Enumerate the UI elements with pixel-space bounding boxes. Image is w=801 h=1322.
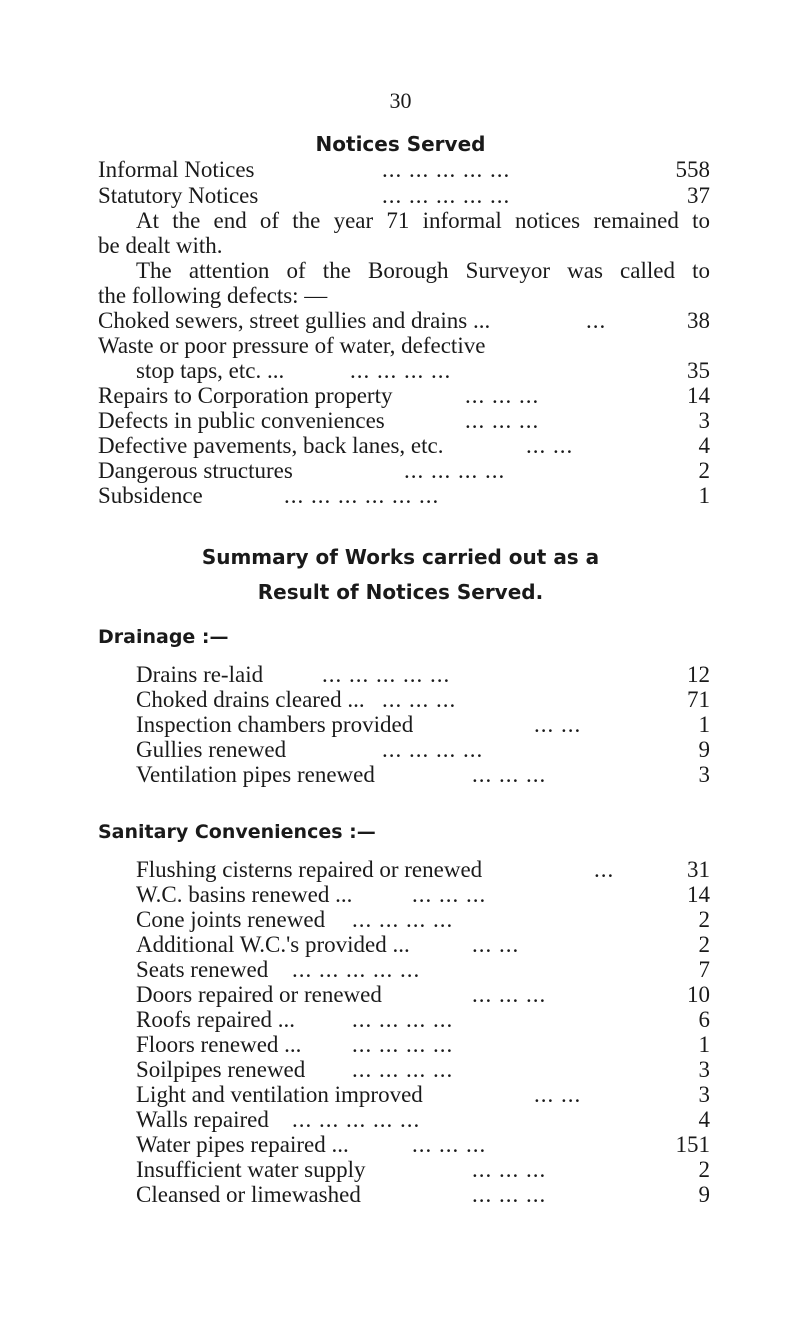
drainage-row	[136, 712, 710, 737]
row-value: 2	[698, 907, 710, 932]
row-leader: ... ... ... ...	[352, 1032, 454, 1057]
defect-row	[98, 383, 710, 408]
row-leader: ... ... ... ... ...	[292, 957, 421, 982]
row-label: Ventilation pipes renewed	[136, 762, 375, 787]
sanitary-row	[136, 1007, 710, 1032]
row-leader: ... ... ...	[472, 982, 547, 1007]
row-label: Dangerous structures	[98, 458, 293, 483]
row-value: 9	[698, 737, 710, 762]
row-value: 6	[698, 1007, 710, 1032]
sanitary-subheading: Sanitary Conveniences :—	[98, 821, 376, 843]
paragraph-remaining-notices	[98, 208, 710, 258]
drainage-row	[136, 687, 710, 712]
row-leader: ... ... ... ... ...	[292, 1107, 421, 1132]
sanitary-row	[136, 1082, 710, 1107]
row-label: Cleansed or limewashed	[136, 1182, 361, 1207]
row-value: 3	[698, 1057, 710, 1082]
row-value: 1	[698, 1032, 710, 1057]
row-label: Soilpipes renewed	[136, 1057, 306, 1082]
row-leader: ... ... ...	[465, 408, 540, 433]
row-value: 3	[698, 1082, 710, 1107]
row-leader: ... ... ... ... ...	[322, 662, 451, 687]
row-leader: ... ... ...	[472, 1157, 547, 1182]
row-leader: ... ... ... ...	[352, 1057, 454, 1082]
sanitary-row	[136, 982, 710, 1007]
paragraph-line: the following defects: —	[98, 283, 328, 308]
sanitary-row	[136, 1157, 710, 1182]
paragraph-line: At the end of the year 71 informal notices remained to	[136, 208, 710, 233]
summary-heading-line2: Result of Notices Served.	[257, 580, 544, 604]
sanitary-row	[136, 1132, 710, 1157]
row-label: Informal Notices	[98, 157, 255, 182]
row-label: Defective pavements, back lanes, etc.	[98, 433, 444, 458]
sanitary-row	[136, 1182, 710, 1207]
row-label: Light and ventilation improved	[136, 1082, 423, 1107]
row-label: Defects in public conveniences	[98, 408, 385, 433]
row-value: 3	[698, 762, 710, 787]
paragraph-line: be dealt with.	[98, 233, 223, 258]
sanitary-row	[136, 1032, 710, 1057]
row-label: Seats renewed	[136, 957, 269, 982]
defect-row	[98, 408, 710, 433]
row-value: 31	[687, 857, 710, 882]
defect-row	[98, 483, 710, 508]
row-value: 2	[698, 1157, 710, 1182]
drainage-row	[136, 762, 710, 787]
row-label: Inspection chambers provided	[136, 712, 414, 737]
sanitary-row	[136, 907, 710, 932]
row-leader: ... ...	[526, 433, 574, 458]
drainage-subheading: Drainage :—	[98, 626, 229, 648]
sanitary-row	[136, 957, 710, 982]
sanitary-row	[136, 882, 710, 907]
row-leader: ... ... ...	[465, 383, 540, 408]
notice-row	[98, 157, 710, 182]
row-leader: ... ... ...	[472, 762, 547, 787]
row-leader: ... ... ...	[412, 882, 487, 907]
row-label: Drains re-laid	[136, 662, 264, 687]
row-leader: ... ... ... ...	[350, 358, 452, 383]
row-leader: ... ...	[534, 712, 582, 737]
row-label: Subsidence	[98, 483, 203, 508]
row-label: Choked sewers, street gullies and drains ...	[98, 308, 491, 333]
row-leader: ... ...	[472, 932, 520, 957]
row-label: Additional W.C.'s provided ...	[136, 932, 410, 957]
row-value: 14	[687, 383, 710, 408]
row-value: 10	[687, 982, 710, 1007]
paragraph-line: The attention of the Borough Surveyor was called to	[136, 258, 710, 283]
defect-row	[98, 458, 710, 483]
row-label: Insufficient water supply	[136, 1157, 366, 1182]
row-value: 558	[675, 157, 710, 182]
row-label: W.C. basins renewed ...	[136, 882, 353, 907]
row-leader: ... ... ... ...	[382, 737, 484, 762]
defect-row	[98, 308, 710, 333]
row-value: 9	[698, 1182, 710, 1207]
row-value: 7	[698, 957, 710, 982]
row-value: 4	[698, 433, 710, 458]
sanitary-row	[136, 932, 710, 957]
row-value: 71	[687, 687, 710, 712]
row-label: Repairs to Corporation property	[98, 383, 393, 408]
row-leader: ... ... ... ... ...	[382, 157, 511, 182]
row-label: Water pipes repaired ...	[136, 1132, 349, 1157]
row-leader: ... ... ... ... ...	[382, 183, 511, 208]
sanitary-row	[136, 1107, 710, 1132]
row-label: Gullies renewed	[136, 737, 287, 762]
row-leader: ... ... ... ... ... ...	[284, 483, 440, 508]
row-label: Floors renewed ...	[136, 1032, 302, 1057]
row-leader: ...	[594, 857, 615, 882]
row-value: 1	[698, 483, 710, 508]
row-leader: ... ... ... ...	[352, 907, 454, 932]
row-value: 12	[687, 662, 710, 687]
drainage-row	[136, 662, 710, 687]
row-label: Doors repaired or renewed	[136, 982, 382, 1007]
row-value: 151	[675, 1132, 710, 1157]
paragraph-surveyor	[98, 258, 710, 308]
row-value: 3	[698, 408, 710, 433]
row-value: 37	[687, 183, 710, 208]
row-label: Cone joints renewed	[136, 907, 326, 932]
row-label: Walls repaired	[136, 1107, 269, 1132]
row-label: Roofs repaired ...	[136, 1007, 296, 1032]
row-leader: ... ... ... ...	[404, 458, 506, 483]
notice-row	[98, 183, 710, 208]
row-value: 2	[698, 932, 710, 957]
sanitary-row	[136, 1057, 710, 1082]
summary-heading-line1: Summary of Works carried out as a	[201, 545, 600, 569]
row-value: 38	[687, 308, 710, 333]
row-value: 2	[698, 458, 710, 483]
sanitary-row	[136, 857, 710, 882]
defect-row	[98, 433, 710, 458]
row-leader: ... ... ...	[472, 1182, 547, 1207]
defect-row	[136, 358, 710, 383]
defect-row	[98, 333, 710, 358]
page-number: 30	[389, 88, 412, 113]
row-leader: ... ...	[534, 1082, 582, 1107]
notices-served-heading: Notices Served	[315, 132, 486, 156]
row-value: 1	[698, 712, 710, 737]
drainage-row	[136, 737, 710, 762]
row-label: Flushing cisterns repaired or renewed	[136, 857, 483, 882]
row-leader: ...	[586, 308, 607, 333]
row-leader: ... ... ... ...	[352, 1007, 454, 1032]
row-value: 35	[687, 358, 710, 383]
row-label: stop taps, etc. ...	[136, 358, 285, 383]
row-label: Choked drains cleared ...	[136, 687, 365, 712]
row-value: 14	[687, 882, 710, 907]
row-label: Waste or poor pressure of water, defective	[98, 333, 486, 358]
row-leader: ... ... ...	[382, 687, 457, 712]
row-value: 4	[698, 1107, 710, 1132]
row-label: Statutory Notices	[98, 183, 259, 208]
row-leader: ... ... ...	[412, 1132, 487, 1157]
